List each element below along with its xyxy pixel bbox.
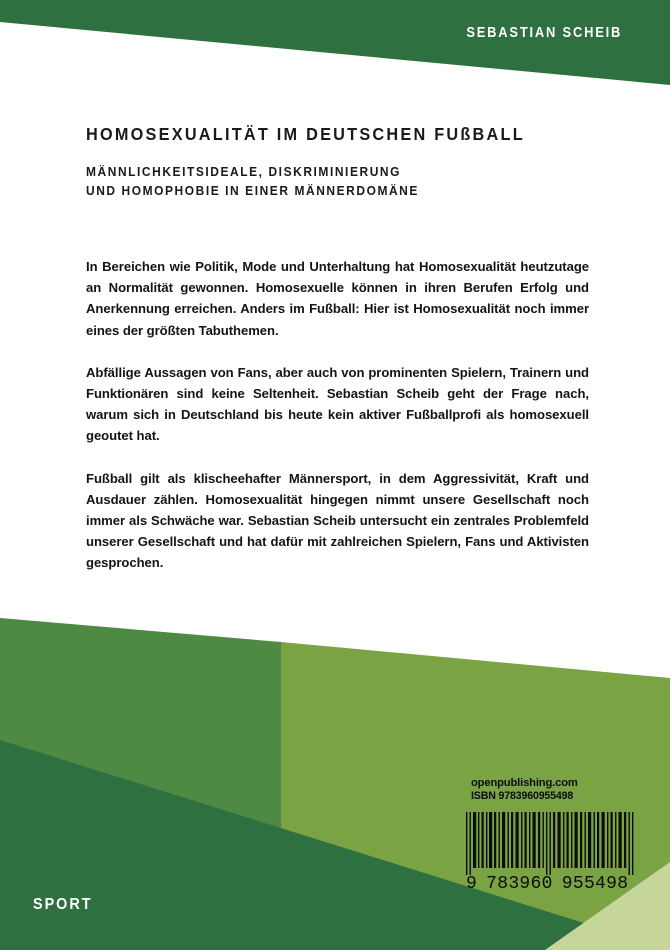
barcode-left-group: 783960	[486, 874, 553, 894]
publisher-url: openpublishing.com	[471, 777, 578, 789]
title-block	[86, 124, 606, 201]
category-label: SPORT	[33, 896, 93, 913]
imprint-block	[471, 776, 646, 804]
isbn-number: ISBN 9783960955498	[471, 790, 574, 803]
barcode-bars	[464, 812, 639, 875]
book-subtitle-line-1: MÄNNLICHKEITSIDEALE, DISKRIMINIERUNG	[86, 165, 401, 179]
blurb-paragraph: Abfällige Aussagen von Fans, aber auch von prominenten Spielern, Trainern und Funktionären sind keine Seltenheit. Sebastian Scheib geht der Frage nach, warum sich in Deutschland bis heute kein aktiver Fußballprofi als homosexuell geoutet hat.	[86, 364, 589, 444]
blurb-paragraph: In Bereichen wie Politik, Mode und Unterhaltung hat Homosexualität heutzutage an Normalität gewonnen. Homosexuelle können in ihren Berufen Erfolg und Anerkennung erreichen. Anders im Fußball: Hier ist Homosexualität noch immer eines der größten Tabuthemen.	[86, 259, 589, 338]
book-subtitle	[86, 163, 580, 201]
ean-barcode	[464, 812, 639, 894]
blurb-paragraph: Fußball gilt als klischeehafter Männersport, in dem Aggressivität, Kraft und Ausdauer zählen. Homosexualität hingegen nimmt unsere Gesellschaft noch immer als Schwäche war. Sebastian Scheib untersucht ein zentrales Problemfeld unserer Gesellschaft und hat dafür mit zahlreichen Spielern, Fans und Aktivisten gesprochen.	[86, 470, 589, 571]
barcode-lead-digit: 9	[466, 874, 478, 894]
book-title: HOMOSEXUALITÄT IM DEUTSCHEN FUßBALL	[86, 124, 525, 144]
blurb-text	[86, 256, 589, 574]
barcode-digits	[464, 874, 639, 894]
author-name: SEBASTIAN SCHEIB	[466, 24, 622, 41]
book-subtitle-line-2: UND HOMOPHOBIE IN EINER MÄNNERDOMÄNE	[86, 184, 419, 199]
barcode-right-group: 955498	[561, 874, 629, 894]
